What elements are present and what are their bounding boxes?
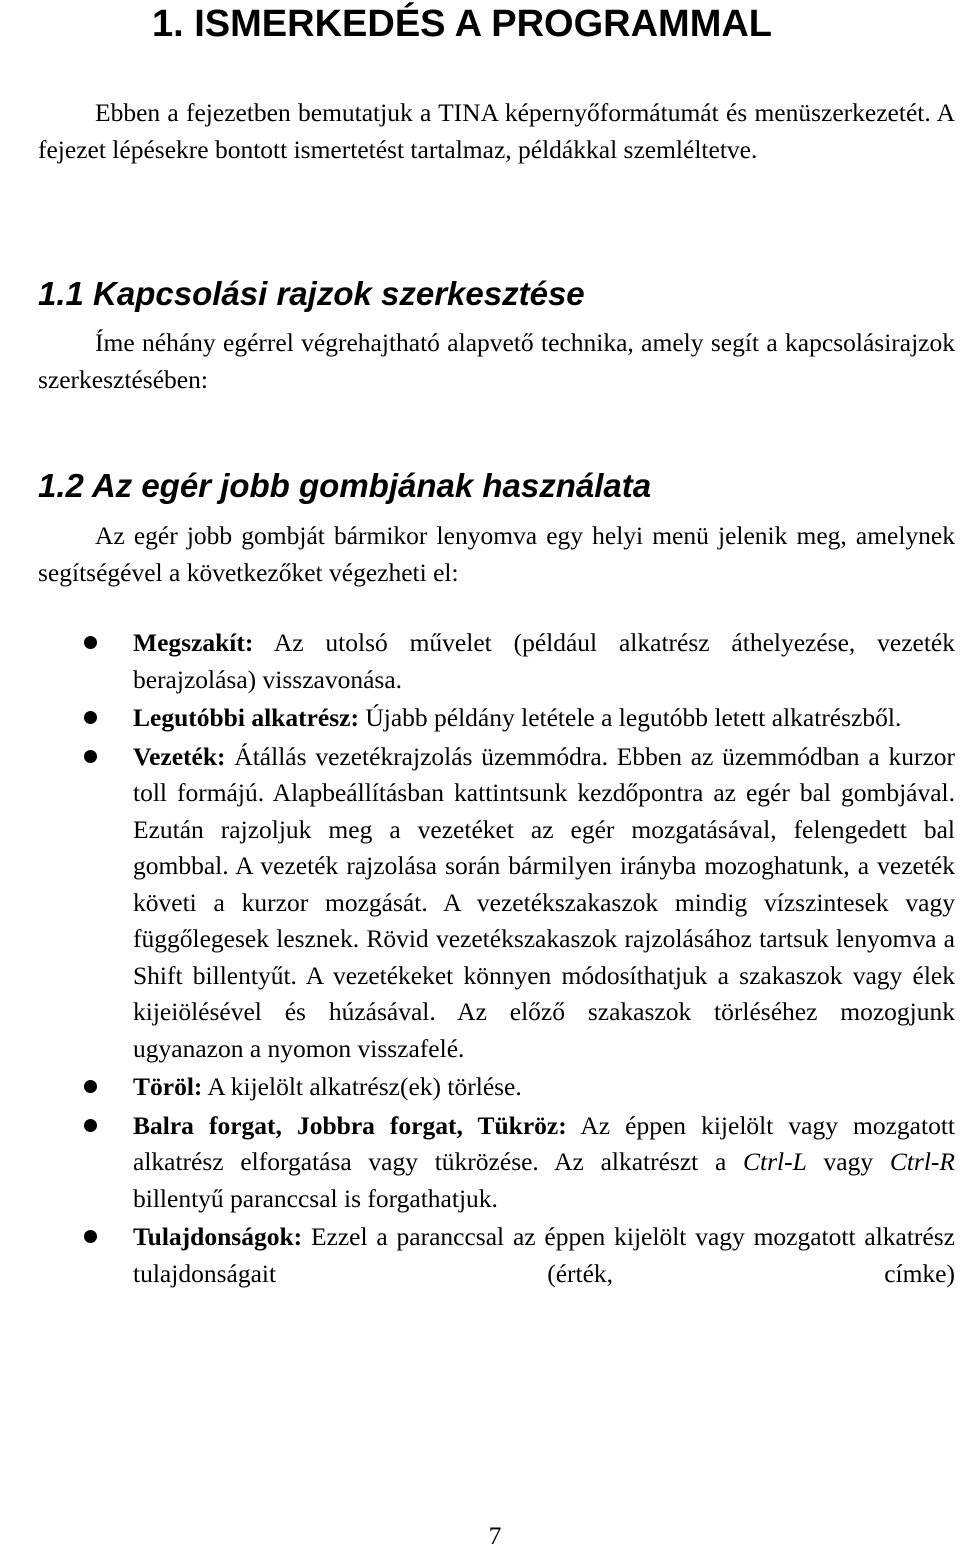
chapter-title: 1. ISMERKEDÉS A PROGRAMMAL <box>152 3 773 45</box>
list-item-vezetek <box>0 739 955 1068</box>
list-item-torol <box>0 1069 955 1106</box>
page-number: 7 <box>488 1521 502 1550</box>
section-1-1-text: Íme néhány egérrel végrehajtható alapvető technika, amely segít a kapcsolásirajzok szerkesztésében: <box>38 328 955 394</box>
list-item-forgat-tukroz <box>0 1108 955 1218</box>
bullet-icon <box>84 1230 97 1243</box>
list-item-text: Ezzel a paranccsal az éppen kijelölt vagy mozgatott alkatrész tulajdonságait (érték, címke) <box>133 1222 955 1288</box>
shortcut-ctrl-l: Ctrl-L <box>743 1147 807 1176</box>
section-1-2-text: Az egér jobb gombját bármikor lenyomva egy helyi menü jelenik meg, amelynek segítségével a következőket végezheti el: <box>38 521 955 587</box>
list-item-text: billentyű paranccsal is forgathatjuk. <box>133 1183 498 1213</box>
list-item-text: Átállás vezetékrajzolás üzemmódra. Ebben az üzemmódban a kurzor toll formájú. Alapbeállításban kattintsunk kezdőpontra az egér bal gombjával. Ezután rajzoljuk meg a vezetéket az egér mozgatásával, felengedett bal gombbal. A vezeték rajzolása során bármilyen irányba mozoghatunk, a vezeték követi a kurzor mozgását. A vezetékszakaszok mindig vízszintesek vagy függőlegesek lesznek. Rövid vezetékszakaszok rajzolásához tartsuk lenyomva a Shift billentyűt. A vezetékeket könnyen módosíthatjuk a szakaszok vagy élek kijeiölésével és húzásával. Az előző szakaszok törléséhez mozogjunk ugyanazon a nyomon visszafelé. <box>133 741 955 1063</box>
list-item-term: Balra forgat, Jobbra forgat, Tükröz: <box>133 1110 567 1140</box>
bullet-icon <box>84 636 97 649</box>
list-item-term: Megszakít: <box>133 628 254 657</box>
bullet-icon <box>84 750 97 763</box>
shortcut-ctrl-r: Ctrl-R <box>889 1147 955 1176</box>
list-item-text: Az utolsó művelet (például alkatrész áthelyezése, vezeték berajzolása) visszavonása. <box>133 628 955 694</box>
list-item-term: Vezeték: <box>133 741 226 771</box>
list-item-text: vagy <box>806 1147 890 1176</box>
list-item-text: Az éppen kijelölt vagy mozgatott alkatrész elforgatása vagy tükrözése. Az alkatrészt a <box>133 1110 955 1176</box>
section-1-2-title: 1.2 Az egér jobb gombjának használata <box>38 467 652 504</box>
list-item-text: A kijelölt alkatrész(ek) törlése. <box>202 1072 522 1101</box>
list-item-term: Tulajdonságok: <box>133 1222 303 1251</box>
list-item-legutobbi-alkatresz <box>0 700 955 737</box>
bullet-icon <box>84 711 97 724</box>
section-1-1-title: 1.1 Kapcsolási rajzok szerkesztése <box>38 275 585 312</box>
list-item-megszakit <box>0 625 955 698</box>
list-item-tulajdonsagok <box>0 1219 955 1292</box>
list-item-text: Újabb példány letétele a legutóbb letett alkatrészből. <box>358 703 902 732</box>
context-menu-items-list <box>0 625 960 1294</box>
bullet-icon <box>84 1080 97 1093</box>
list-item-term: Töröl: <box>133 1072 203 1101</box>
chapter-intro: Ebben a fejezetben bemutatjuk a TINA képernyőformátumát és menüszerkezetét. A fejezet lépésekre bontott ismertetést tartalmaz, példákkal szemléltetve. <box>38 98 955 164</box>
list-item-term: Legutóbbi alkatrész: <box>133 703 359 732</box>
bullet-icon <box>84 1119 97 1132</box>
